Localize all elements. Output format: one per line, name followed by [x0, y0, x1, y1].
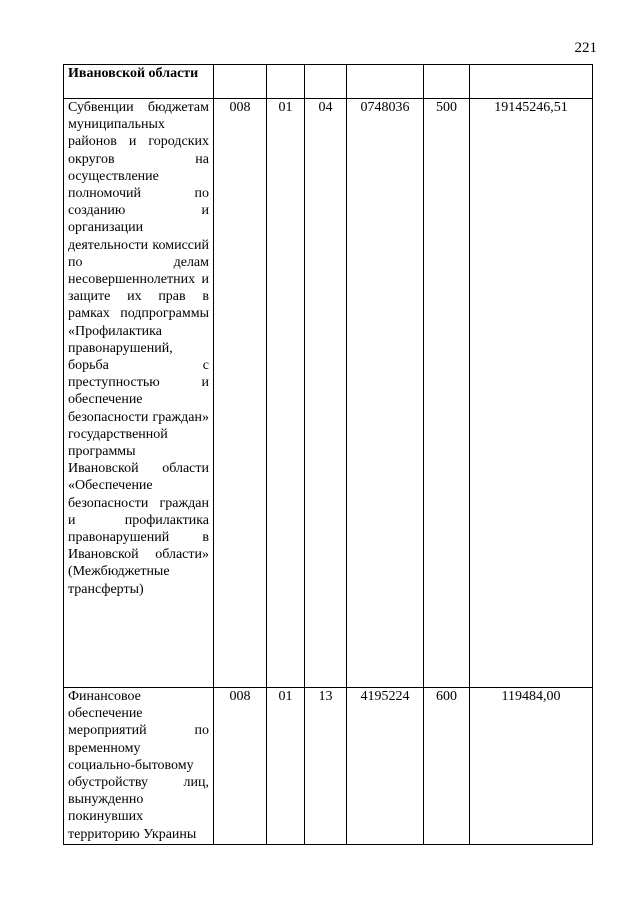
- table-row: [64, 65, 593, 99]
- target-article-code: 0748036: [347, 99, 424, 688]
- ministry-code: 008: [214, 688, 267, 845]
- subsection-code: [305, 65, 347, 99]
- ministry-code: [214, 65, 267, 99]
- subsection-code: 04: [305, 99, 347, 688]
- row-description: Субвенции бюджетам муниципальных районов и городских округов на осуществление полномочий по созданию и организации деятельности комиссий по делам несовершеннолетних и защите их прав в рамках подпрограммы «Профилактика правонарушений, борьба с преступностью и обеспечение безопасности граждан» государственной программы Ивановской области «Обеспечение безопасности граждан и профилактика правонарушений в Ивановской области» (Межбюджетные трансферты): [64, 99, 214, 688]
- section-code: 01: [267, 688, 305, 845]
- expense-type-code: 600: [424, 688, 470, 845]
- amount: 119484,00: [470, 688, 593, 845]
- table-row: [64, 99, 593, 688]
- section-code: [267, 65, 305, 99]
- expense-type-code: [424, 65, 470, 99]
- section-code: 01: [267, 99, 305, 688]
- subsection-code: 13: [305, 688, 347, 845]
- target-article-code: 4195224: [347, 688, 424, 845]
- expense-type-code: 500: [424, 99, 470, 688]
- ministry-code: 008: [214, 99, 267, 688]
- target-article-code: [347, 65, 424, 99]
- page-number: 221: [574, 40, 597, 56]
- amount: [470, 65, 593, 99]
- row-description: Финансовое обеспечение мероприятий по временному социально-бытовому обустройству лиц, вынужденно покинувших территорию Украины: [64, 688, 214, 845]
- table-row: [64, 688, 593, 845]
- amount: 19145246,51: [470, 99, 593, 688]
- row-description: Ивановской области: [64, 65, 214, 99]
- budget-table: [63, 64, 593, 845]
